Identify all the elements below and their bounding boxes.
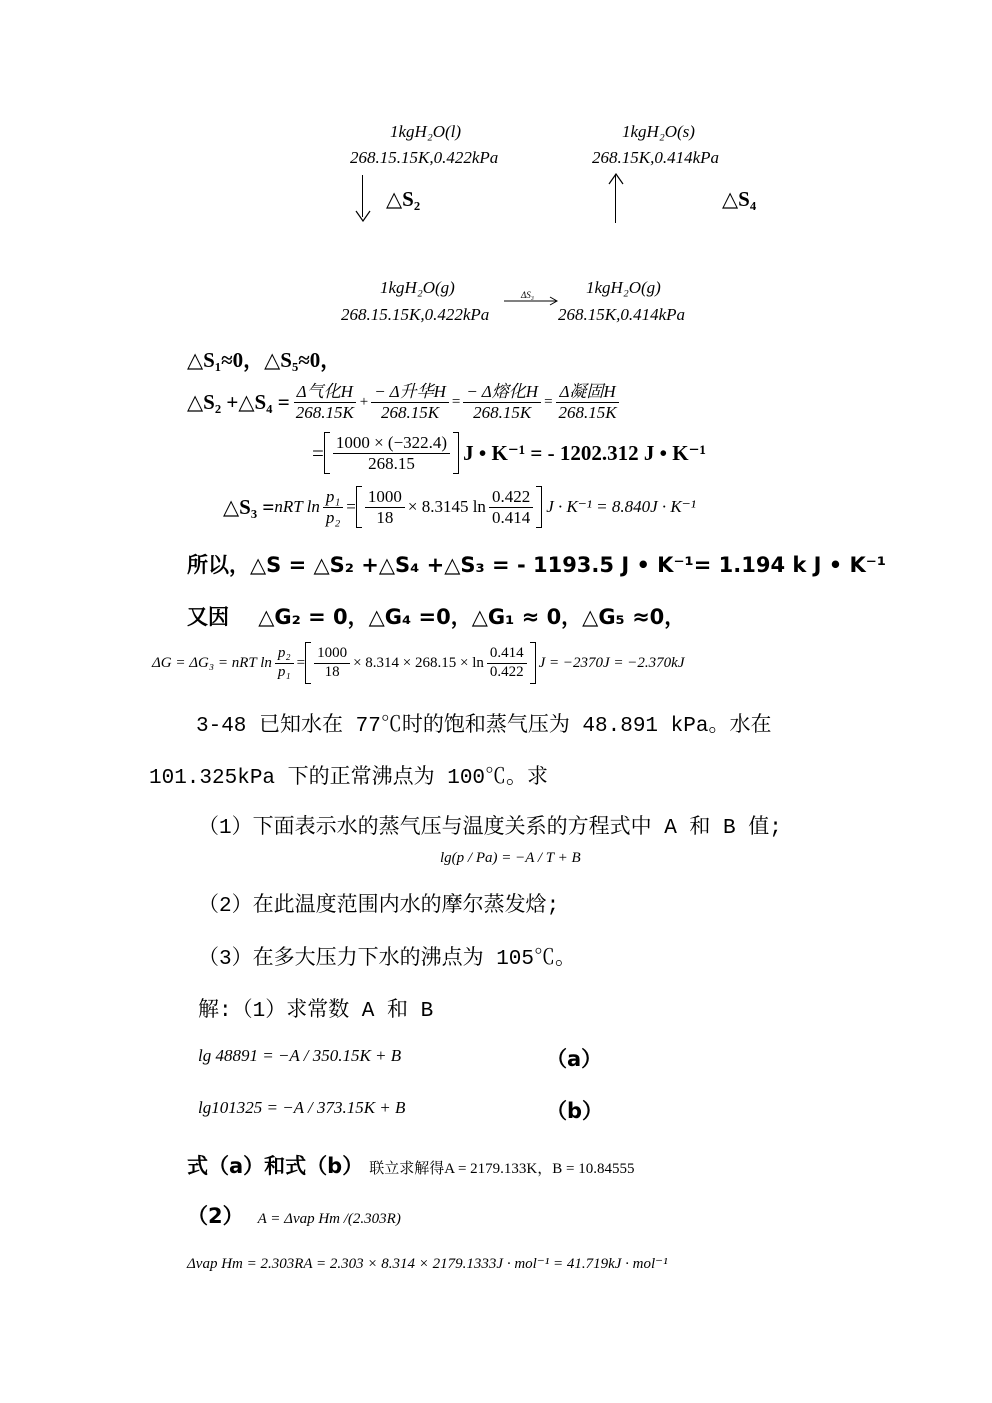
s3-equation: [223, 486, 696, 528]
delta-g-equation: [152, 642, 685, 684]
equals-sign: =: [346, 497, 356, 516]
part2-label: （2）: [187, 1204, 244, 1228]
frac-pressure: $\frac{0.422}{0.414}$: [489, 487, 533, 527]
question-2: （2）在此温度范围内水的摩尔蒸发焓;: [198, 895, 560, 918]
combined-solution-line: [187, 1150, 634, 1180]
right-bracket: [536, 486, 542, 528]
down-arrow-icon: [355, 210, 371, 222]
state-liquid-name: 1kgH₂O(l): [390, 122, 462, 141]
plus-sign: +: [359, 393, 369, 410]
right-arrow-icon: [503, 296, 559, 306]
equation-b: lg101325 = −A / 373.15K + B: [198, 1098, 406, 1117]
part2-line: [187, 1200, 401, 1230]
frac-fusion: $\frac{\text{− Δ熔化H}}{268.15K}$: [463, 382, 541, 422]
s2s4-result: J • K⁻¹ = - 1202.312 J • K⁻¹: [463, 441, 706, 465]
s3-nrt: nRT ln: [274, 497, 320, 516]
label-s4: △S₄: [722, 187, 757, 211]
total-entropy-line: 所以，△S = △S₂ +△S₄ +△S₃ = - 1193.5 J • K⁻¹= 1.194 k J • K⁻¹: [187, 553, 887, 577]
equals-sign: =: [296, 654, 306, 671]
label-s3: ΔS₃: [521, 290, 534, 300]
question-1: （1）下面表示水的蒸气压与温度关系的方程式中 A 和 B 值;: [198, 817, 782, 840]
label-s2: △S₂: [386, 187, 421, 211]
left-bracket: [356, 486, 362, 528]
problem-line-1: 3-48 已知水在 77℃时的饱和蒸气压为 48.891 kPa。水在: [196, 715, 772, 738]
equation-b-tag: （b）: [546, 1099, 604, 1123]
left-bracket: [324, 432, 330, 474]
enthalpy-result: Δvap Hm = 2.303RA = 2.303 × 8.314 × 2179.1333J · mol⁻¹ = 41.719kJ · mol⁻¹: [187, 1256, 668, 1272]
problem-line-2: 101.325kPa 下的正常沸点为 100℃。求: [149, 767, 549, 790]
up-arrow-line: [615, 175, 616, 223]
frac-mass: $\frac{1000}{18}$: [365, 487, 405, 527]
s2s4-result-line: [312, 432, 706, 474]
dg-mid: × 8.314 × 268.15 × ln: [353, 654, 484, 671]
s3-mid: × 8.3145 ln: [407, 497, 486, 516]
frac-p2-p1: $\frac{\text{p₂}}{\text{p₁}}$: [275, 645, 294, 681]
equation-a: lg 48891 = −A / 350.15K + B: [198, 1046, 402, 1065]
s3-result: J · K⁻¹ = 8.840J · K⁻¹: [546, 497, 696, 516]
frac-p1-p2: $\frac{\text{p₁}}{\text{p₂}}$: [323, 487, 343, 527]
state-solid-name: 1kgH₂O(s): [622, 122, 695, 141]
frac-mass: $\frac{1000}{18}$: [314, 645, 350, 681]
frac-solidification: $\frac{\text{Δ凝固H}}{268.15K}$: [556, 382, 620, 422]
combined-prefix: 式（a）和式（b）: [187, 1154, 364, 1178]
state-gas2-name: 1kgH₂O(g): [586, 278, 661, 297]
gibbs-zero-line: 又因 △G₂ = 0，△G₄ =0，△G₁ ≈ 0，△G₅ ≈0，: [187, 605, 686, 629]
up-arrow-icon: [608, 173, 624, 185]
state-gas1-name: 1kgH₂O(g): [380, 278, 455, 297]
s2s4-lhs: △S₂ +△S₄ =: [187, 390, 290, 415]
state-gas2-cond: 268.15K,0.414kPa: [558, 305, 686, 324]
s3-lhs: △S₃ =: [223, 495, 275, 519]
dg-result: J = −2370J = −2.370kJ: [538, 654, 685, 671]
solution-heading: 解:（1）求常数 A 和 B: [198, 1000, 434, 1023]
state-gas1-cond: 268.15.15K,0.422kPa: [341, 305, 490, 324]
dg-lhs: ΔG = ΔG₃ = nRT ln: [152, 654, 272, 671]
equals-sign: =: [312, 440, 324, 465]
frac-sublimation: $\frac{\text{− Δ升华H}}{268.15K}$: [371, 382, 449, 422]
vapor-pressure-equation: lg(p / Pa) = −A / T + B: [440, 850, 581, 866]
frac-pressure: $\frac{0.414}{0.422}$: [487, 645, 527, 681]
question-3: （3）在多大压力下水的沸点为 105℃。: [198, 948, 577, 971]
right-bracket: [453, 432, 459, 474]
combined-result: 联立求解得A = 2179.133K，B = 10.84555: [369, 1161, 635, 1177]
state-liquid-cond: 268.15.15K,0.422kPa: [350, 148, 499, 167]
frac-vaporization: $\frac{\text{Δ气化H}}{268.15K}$: [293, 382, 357, 422]
equals-sign: =: [544, 393, 553, 410]
equals-sign: =: [451, 393, 461, 410]
part2-equation: A = Δvap Hm /(2.303R): [257, 1211, 401, 1227]
left-bracket: [305, 642, 311, 684]
right-bracket: [530, 642, 536, 684]
s2-s4-equation: [187, 382, 623, 422]
s1-s5-line: △S₁≈0，△S₅≈0，: [187, 348, 342, 372]
frac-bracket: $\frac{1000 \times (-322.4)}{268.15}$: [333, 433, 450, 473]
state-solid-cond: 268.15K,0.414kPa: [592, 148, 720, 167]
equation-a-tag: （a）: [546, 1047, 603, 1071]
